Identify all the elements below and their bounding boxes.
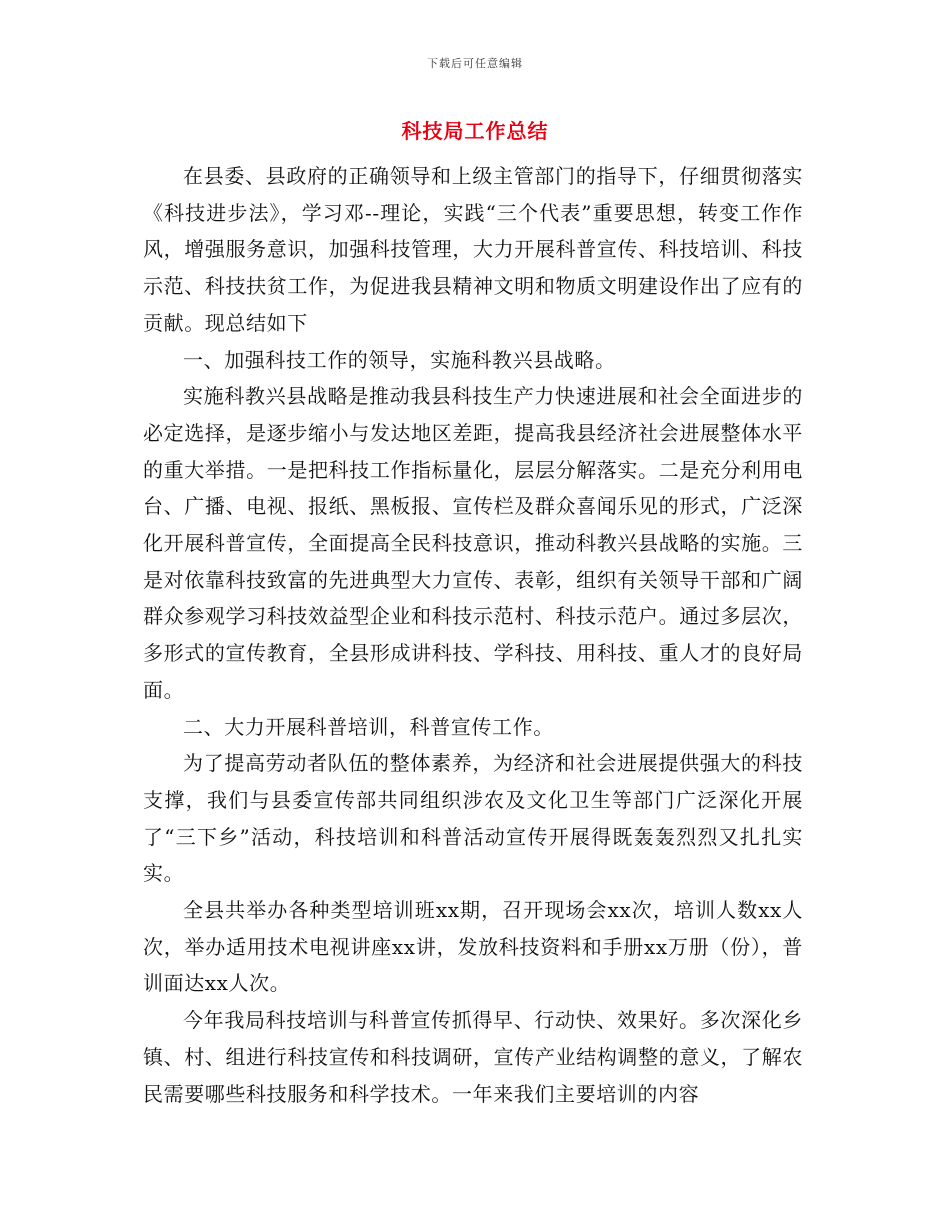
document-title: 科技局工作总结 [401,119,549,143]
section-heading-2: 二、大力开展科普培训，科普宣传工作。 [183,714,554,739]
header-note: 下载后可任意编辑 [427,57,523,70]
section-heading-1: 一、加强科技工作的领导，实施科教兴县战略。 [183,347,616,372]
paragraph-section-2b: 全县共举办各种类型培训班xx期，召开现场会xx次，培训人数xx人次，举办适用技术电视讲座xx讲，发放科技资料和手册xx万册（份），普训面达xx人次。 [143,898,803,996]
paragraph-section-2c: 今年我局科技培训与科普宣传抓得早、行动快、效果好。多次深化乡镇、村、组进行科技宣传和科技调研，宣传产业结构调整的意义，了解农民需要哪些科技服务和科学技术。一年来我们主要培训的内容 [143,1008,803,1106]
document-body [143,158,803,1112]
paragraph-section-2a: 为了提高劳动者队伍的整体素养，为经济和社会进展提供强大的科技支撑，我们与县委宣传部共同组织涉农及文化卫生等部门广泛深化开展了“三下乡”活动，科技培训和科普活动宣传开展得既轰轰烈烈又扎扎实实。 [143,751,803,886]
paragraph-section-1: 实施科教兴县战略是推动我县科技生产力快速进展和社会全面进步的必定选择，是逐步缩小与发达地区差距，提高我县经济社会进展整体水平的重大举措。一是把科技工作指标量化，层层分解落实。二是充分利用电台、广播、电视、报纸、黑板报、宣传栏及群众喜闻乐见的形式，广泛深化开展科普宣传，全面提高全民科技意识，推动科教兴县战略的实施。三是对依靠科技致富的先进典型大力宣传、表彰，组织有关领导干部和广阔群众参观学习科技效益型企业和科技示范村、科技示范户。通过多层次，多形式的宣传教育，全县形成讲科技、学科技、用科技、重人才的良好局面。 [143,384,803,702]
paragraph-intro: 在县委、县政府的正确领导和上级主管部门的指导下，仔细贯彻落实《科技进步法》，学习邓--理论，实践“三个代表”重要思想，转变工作作风，增强服务意识，加强科技管理，大力开展科普宣传、科技培训、科技示范、科技扶贫工作，为促进我县精神文明和物质文明建设作出了应有的贡献。现总结如下 [143,164,803,335]
